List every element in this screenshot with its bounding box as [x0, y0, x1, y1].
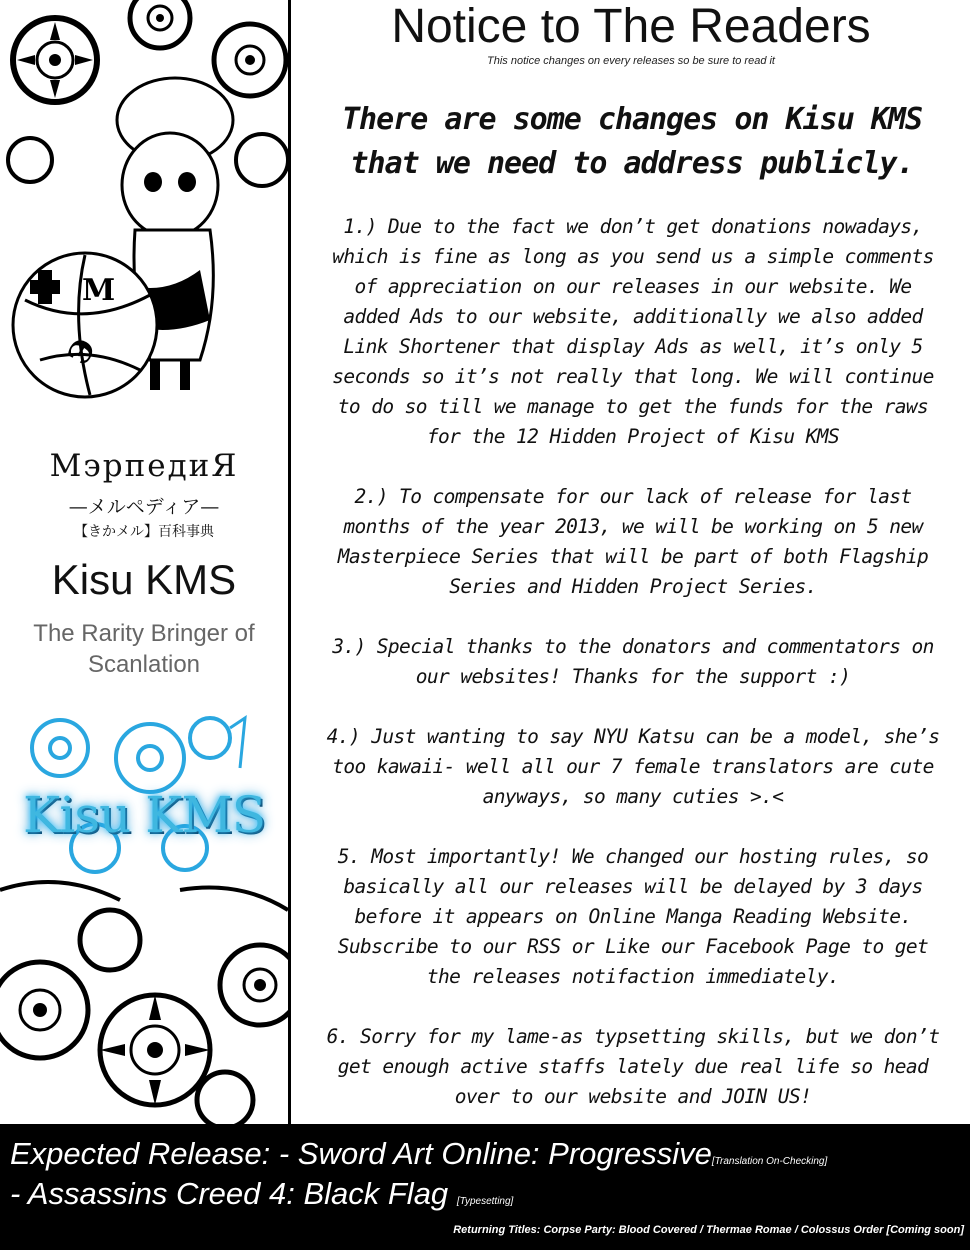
point-line: 3.) Special thanks to the donators and commentators on: [332, 635, 934, 658]
returning-titles: Returning Titles: Corpse Party: Blood Covered / Thermae Romae / Colossus Order [Coming soon]: [453, 1224, 964, 1236]
point-line: the releases notifaction immediately.: [426, 965, 840, 988]
notice-point-6: [302, 1022, 964, 1112]
notice-point-2: [302, 482, 964, 602]
release-status-1: [Translation On-Checking]: [711, 1156, 828, 1167]
point-line: added Ads to our website, additionally we also added: [343, 305, 923, 328]
wiki-subtitle-encyclopedia: 【きかメル】百科事典: [74, 524, 214, 540]
vertical-divider: [288, 0, 291, 1124]
point-line: for the 12 Hidden Project of Kisu KMS: [426, 425, 840, 448]
kisu-kms-logo: [0, 708, 288, 878]
notice-title: Notice to The Readers: [391, 0, 871, 53]
expected-release-line: [10, 1176, 513, 1212]
point-line: 2.) To compensate for our lack of release for last: [354, 485, 912, 508]
point-line: months of the year 2013, we will be working on 5 new: [343, 515, 923, 538]
point-line: to do so till we manage to get the funds for the raws: [337, 395, 929, 418]
point-line: over to our website and JOIN US!: [454, 1085, 812, 1108]
notice-subtitle: This notice changes on every releases so be sure to read it: [487, 55, 775, 67]
point-line: Masterpiece Series that will be part of both Flagship: [337, 545, 929, 568]
point-line: Subscribe to our RSS or Like our Facebook Page to get: [337, 935, 929, 958]
release-title-2: - Assassins Creed 4: Black Flag: [10, 1176, 449, 1211]
point-line: 5. Most importantly! We changed our hosting rules, so: [337, 845, 929, 868]
point-line: basically all our releases will be delayed by 3 days: [343, 875, 923, 898]
notice-point-4: [302, 722, 964, 812]
point-line: 6. Sorry for my lame-as typsetting skills, but we don’t: [326, 1025, 940, 1048]
point-line: 1.) Due to the fact we don’t get donations nowadays,: [343, 215, 923, 238]
point-line: of appreciation on our releases in our website. We: [354, 275, 912, 298]
group-name: Kisu KMS: [51, 556, 237, 603]
expected-release-line: [10, 1136, 827, 1172]
notice-point-5: [302, 842, 964, 992]
headline: [300, 98, 964, 186]
point-line: too kawaii- well all our 7 female translators are cute: [332, 755, 934, 778]
release-title-1: Expected Release: - Sword Art Online: Progressive: [10, 1136, 712, 1171]
puzzle-letter-e: Э: [61, 332, 104, 371]
tagline-line: Scanlation: [87, 651, 201, 678]
logo-text: Kisu KMS: [23, 786, 265, 844]
point-line: which is fine as long as you send us a simple comments: [332, 245, 934, 268]
point-line: Series and Hidden Project Series.: [449, 575, 817, 598]
point-line: Link Shortener that display Ads as well, it’s only 5: [343, 335, 923, 358]
notice-point-1: [302, 212, 964, 452]
point-line: anyways, so many cuties >.<: [482, 785, 784, 808]
wiki-subtitle-katakana: —メルペディア—: [68, 496, 220, 518]
point-line: our websites! Thanks for the support :): [415, 665, 851, 688]
headline-line: that we need to address publicly.: [350, 146, 914, 181]
point-line: before it appears on Online Manga Reading Website.: [354, 905, 912, 928]
puzzle-letter-m: M: [82, 273, 116, 308]
release-bar: [0, 1124, 970, 1250]
sidebar-artwork: [0, 0, 288, 1124]
headline-line: There are some changes on Kisu KMS: [341, 102, 923, 137]
notice-point-3: [302, 632, 964, 692]
point-line: get enough active staffs lately due real life so head: [337, 1055, 929, 1078]
wiki-title: МэрпедиЯ: [49, 448, 239, 484]
release-status-2: [Typesetting]: [456, 1196, 514, 1207]
point-line: 4.) Just wanting to say NYU Katsu can be a model, she’s: [326, 725, 940, 748]
tagline-line: The Rarity Bringer of: [33, 620, 255, 647]
point-line: seconds so it’s not really that long. We will continue: [332, 365, 934, 388]
notice-points: [302, 212, 964, 1142]
tagline: [0, 618, 288, 680]
